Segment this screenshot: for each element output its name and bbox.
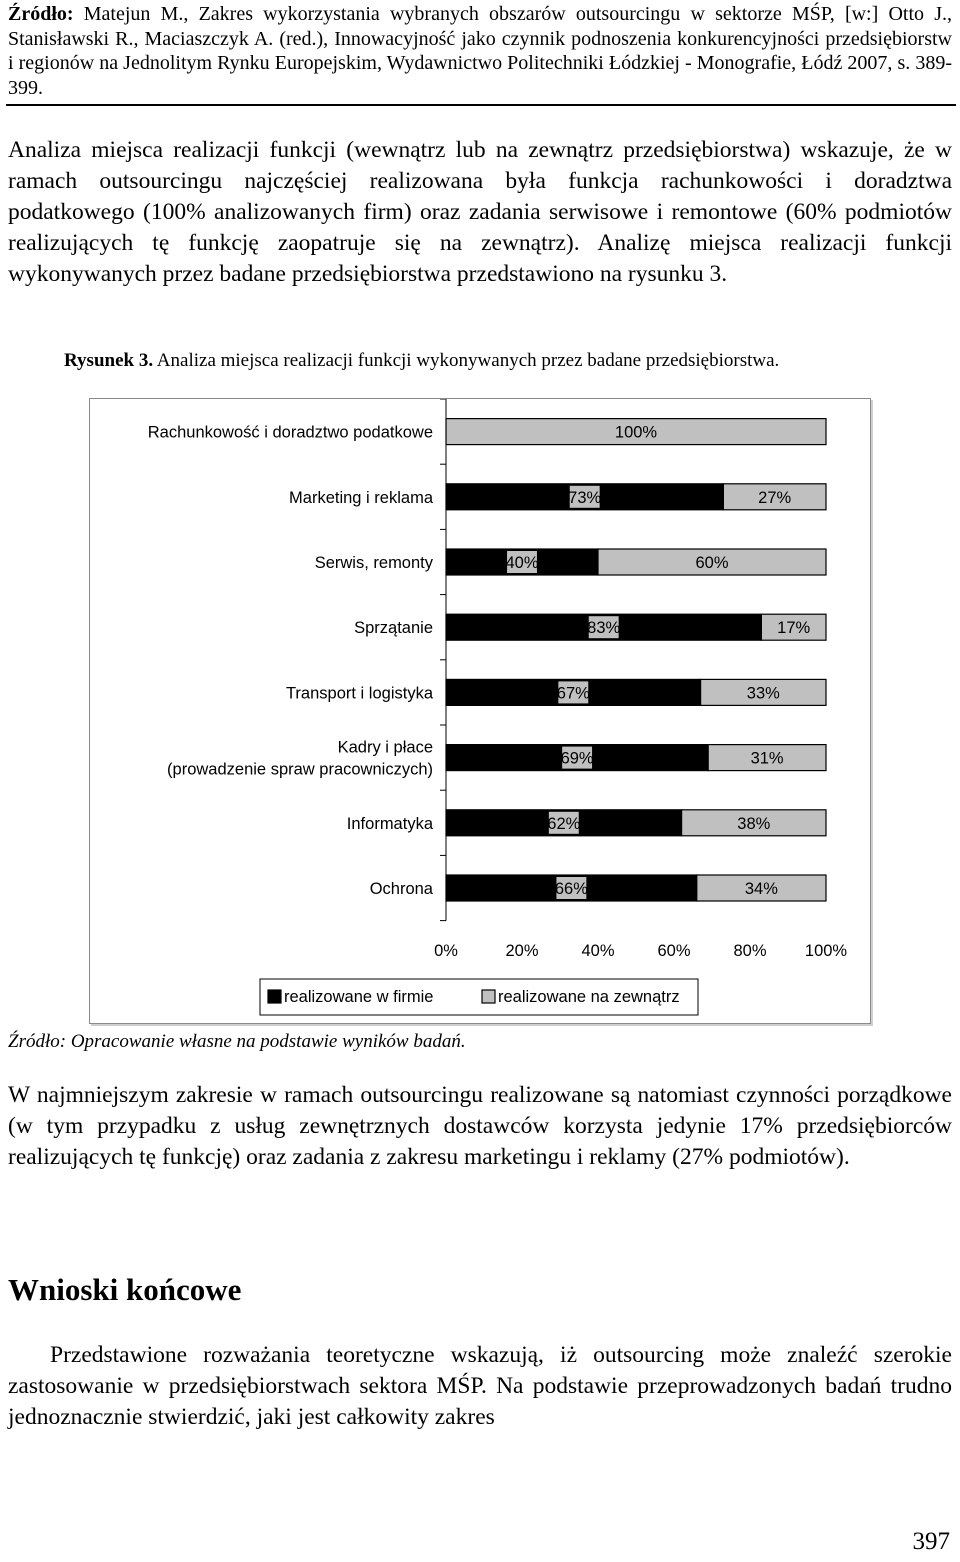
- x-tick-label: 20%: [505, 942, 539, 960]
- data-label: 62%: [547, 814, 581, 833]
- figure-caption: [64, 350, 779, 372]
- data-label: 33%: [746, 684, 780, 703]
- source-label: Źródło:: [8, 3, 74, 25]
- paragraph-conclusions: Przedstawione rozważania teoretyczne wskazują, iż outsourcing może znaleźć szerokie zastosowanie w przedsiębiorstwach sektora MŚP. Na podstawie przeprowadzonych badań trudno jednoznacznie stwierdzić, jaki jest całkowity zakres: [8, 1342, 952, 1430]
- category-label: Serwis, remonty: [314, 554, 433, 572]
- data-label: 17%: [777, 619, 811, 638]
- source-citation-top: [8, 2, 952, 100]
- source-note: Źródło: Opracowanie własne na podstawie wyników badań.: [8, 1031, 466, 1052]
- data-label: 73%: [568, 488, 602, 507]
- data-label: 83%: [587, 619, 621, 638]
- chart-frame: [89, 398, 871, 1024]
- category-label: Marketing i reklama: [289, 488, 433, 507]
- data-label: 66%: [554, 880, 588, 898]
- data-label: 31%: [750, 749, 784, 768]
- x-tick-label: 0%: [434, 942, 458, 960]
- data-label: 38%: [737, 814, 771, 833]
- data-label: 27%: [758, 488, 792, 507]
- data-label: 69%: [560, 749, 594, 768]
- category-label: Kadry i płace: [337, 738, 433, 757]
- page-number: 397: [912, 1528, 950, 1555]
- figure-caption-text: Analiza miejsca realizacji funkcji wykonywanych przez badane przedsiębiorstwa.: [153, 350, 780, 371]
- x-tick-label: 40%: [581, 942, 615, 960]
- data-label: 60%: [695, 554, 729, 572]
- legend-label: realizowane na zewnątrz: [498, 988, 680, 1006]
- category-label: Informatyka: [346, 814, 433, 833]
- data-label: 40%: [505, 554, 539, 572]
- legend-label: realizowane w firmie: [284, 988, 434, 1006]
- paragraph-intro: Analiza miejsca realizacji funkcji (wewnątrz lub na zewnątrz przedsiębiorstwa) wskazuje, że w ramach outsourcingu najczęściej realizowana była funkcja rachunkowości i doradztwa podatkowego (100% analizowanych firm) oraz zadania serwisowe i remontowe (60% podmiotów realizujących tę funkcję zaopatruje się na zewnątrz). Analizę miejsca realizacji funkcji wykonywanych przez badane przedsiębiorstwa przedstawiono na rysunku 3.: [8, 137, 952, 287]
- section-heading: Wnioski końcowe: [8, 1272, 242, 1307]
- data-label: 100%: [614, 423, 658, 442]
- stacked-bar-chart: [90, 399, 870, 1023]
- category-label: Transport i logistyka: [285, 684, 433, 703]
- category-label: (prowadzenie spraw pracowniczych): [167, 760, 433, 779]
- legend-swatch: [268, 990, 281, 1003]
- source-citation-text: Matejun M., Zakres wykorzystania wybranych obszarów outsourcingu w sektorze MŚP, [w:] Otto J., Stanisławski R., Maciaszczyk A. (red.), Innowacyjność jako czynnik podnoszenia konkurencyjności przedsiębiorstw i regionów na Jednolitym Rynku Europejskim, Wydawnictwo Politechniki Łódzkiej - Monografie, Łódź 2007, s. 389-399.: [8, 3, 952, 99]
- legend-swatch: [482, 990, 495, 1003]
- paragraph-results: W najmniejszym zakresie w ramach outsourcingu realizowane są natomiast czynności porządkowe (w tym przypadku z usług zewnętrznych dostawców korzysta jedynie 17% przedsiębiorców realizujących tę funkcję) oraz zadania z zakresu marketingu i reklamy (27% podmiotów).: [8, 1082, 952, 1170]
- data-label: 34%: [744, 880, 778, 898]
- category-label: Sprzątanie: [354, 619, 433, 638]
- category-label: Rachunkowość i doradztwo podatkowe: [147, 423, 433, 442]
- divider: [6, 104, 956, 106]
- x-tick-label: 80%: [733, 942, 767, 960]
- x-tick-label: 60%: [657, 942, 691, 960]
- data-label: 67%: [556, 684, 590, 703]
- figure-label: Rysunek 3.: [64, 350, 154, 371]
- category-label: Ochrona: [369, 880, 433, 898]
- x-tick-label: 100%: [804, 942, 848, 960]
